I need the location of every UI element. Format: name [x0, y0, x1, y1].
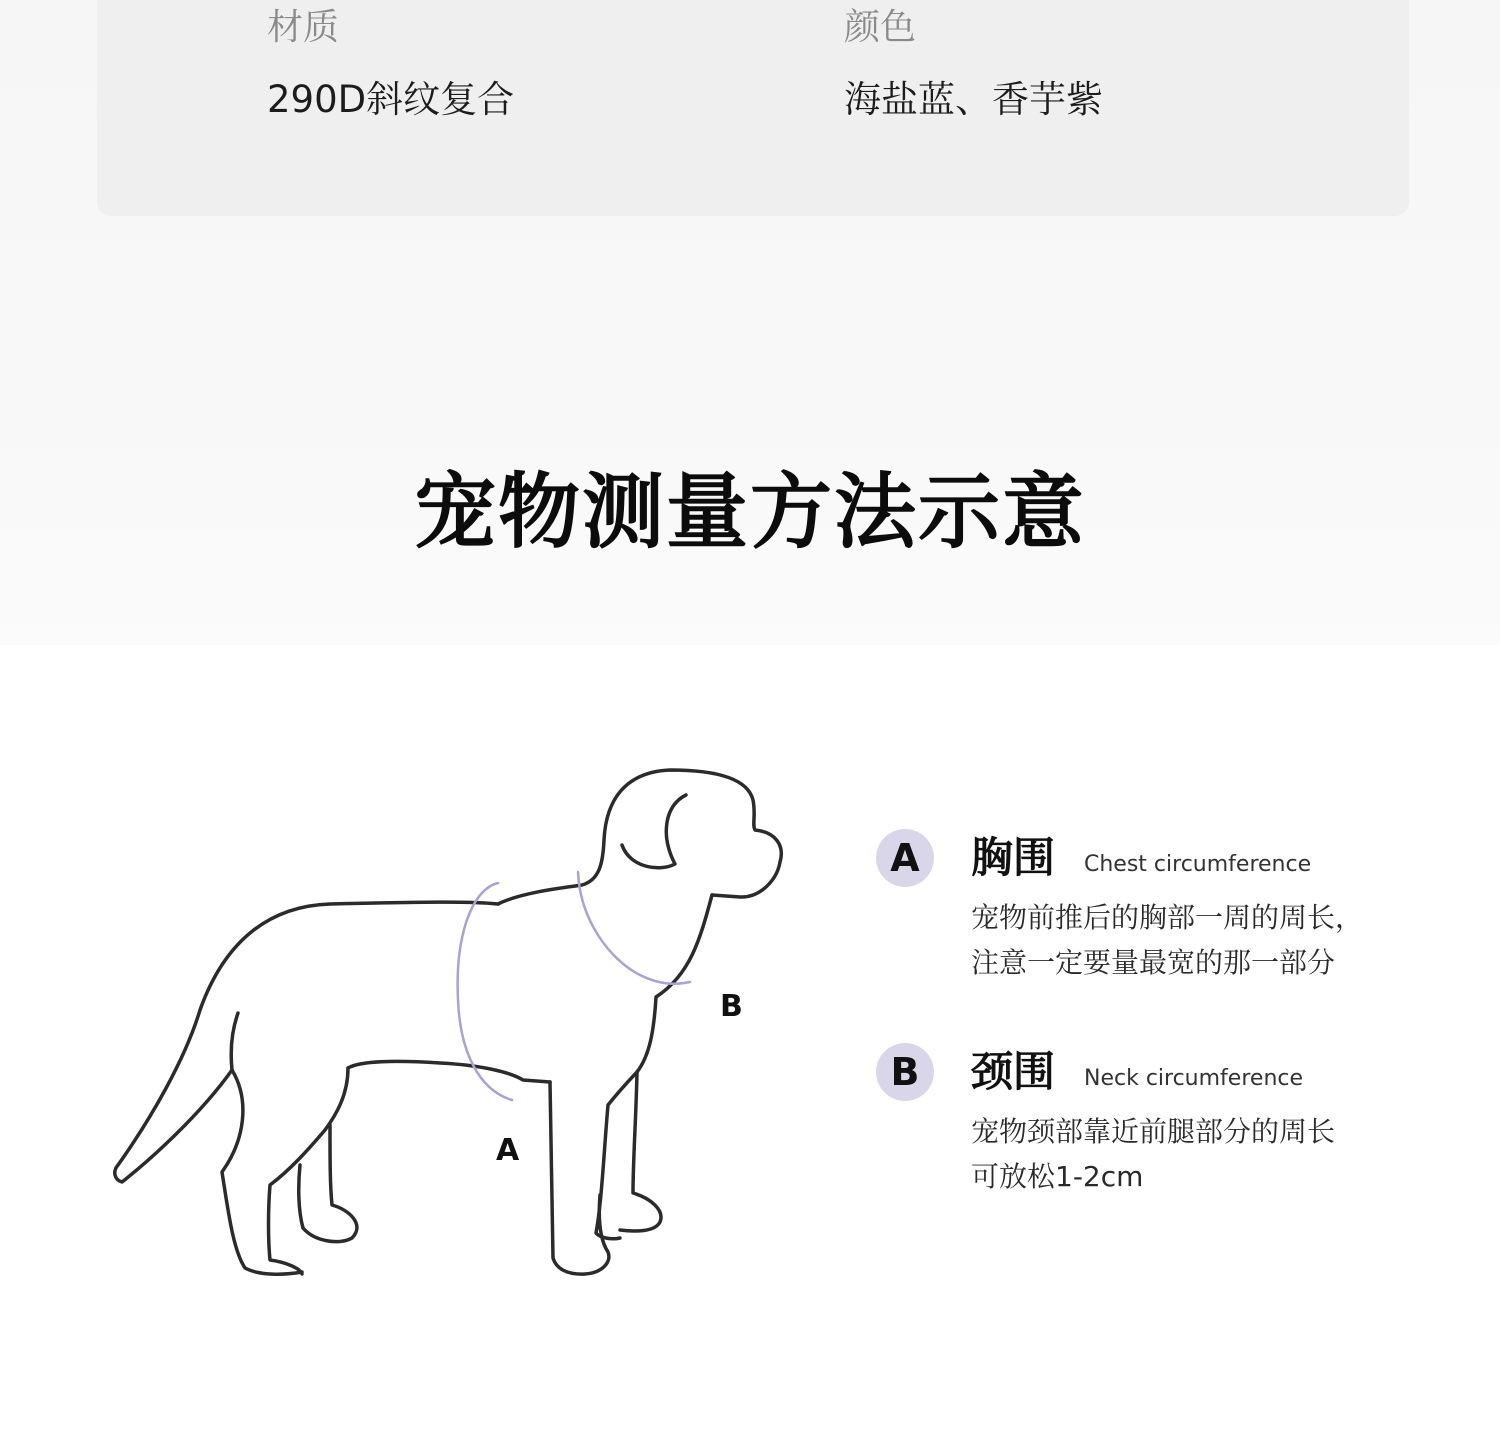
measurement-description: [971, 895, 1363, 985]
diagram-label-b: B: [720, 989, 743, 1024]
spec-card: [97, 0, 1409, 216]
spec-material-value: 290D斜纹复合: [267, 78, 515, 121]
section-title: 宠物测量方法示意: [413, 465, 1086, 560]
dog-measurement-diagram: [100, 760, 800, 1290]
dog-outline: [115, 770, 781, 1274]
measurement-description-line: 可放松1-2cm: [971, 1160, 1144, 1193]
measurement-description-line: 注意一定要量最宽的那一部分: [971, 946, 1336, 979]
measurement-badge-a: A: [876, 829, 934, 887]
spec-color: [844, 7, 1103, 121]
measurement-badge-b: B: [876, 1043, 934, 1101]
measurement-english-label: Chest circumference: [1084, 852, 1312, 877]
spec-material-label: 材质: [267, 7, 340, 48]
spec-color-value: 海盐蓝、香芋紫: [844, 78, 1103, 121]
measurement-description: [971, 1109, 1335, 1199]
measurement-description-line: 宠物颈部靠近前腿部分的周长: [971, 1115, 1336, 1148]
measurement-description-line: 宠物前推后的胸部一周的周长，: [971, 901, 1364, 934]
measurement-title: 胸围: [971, 833, 1056, 882]
spec-color-label: 颜色: [844, 7, 917, 48]
neck-measure-line: [578, 872, 690, 984]
spec-material: [267, 7, 515, 121]
measurement-title: 颈围: [971, 1047, 1056, 1096]
measure-lines: [458, 872, 690, 1100]
measurement-english-label: Neck circumference: [1084, 1066, 1304, 1091]
diagram-label-a: A: [496, 1133, 520, 1168]
